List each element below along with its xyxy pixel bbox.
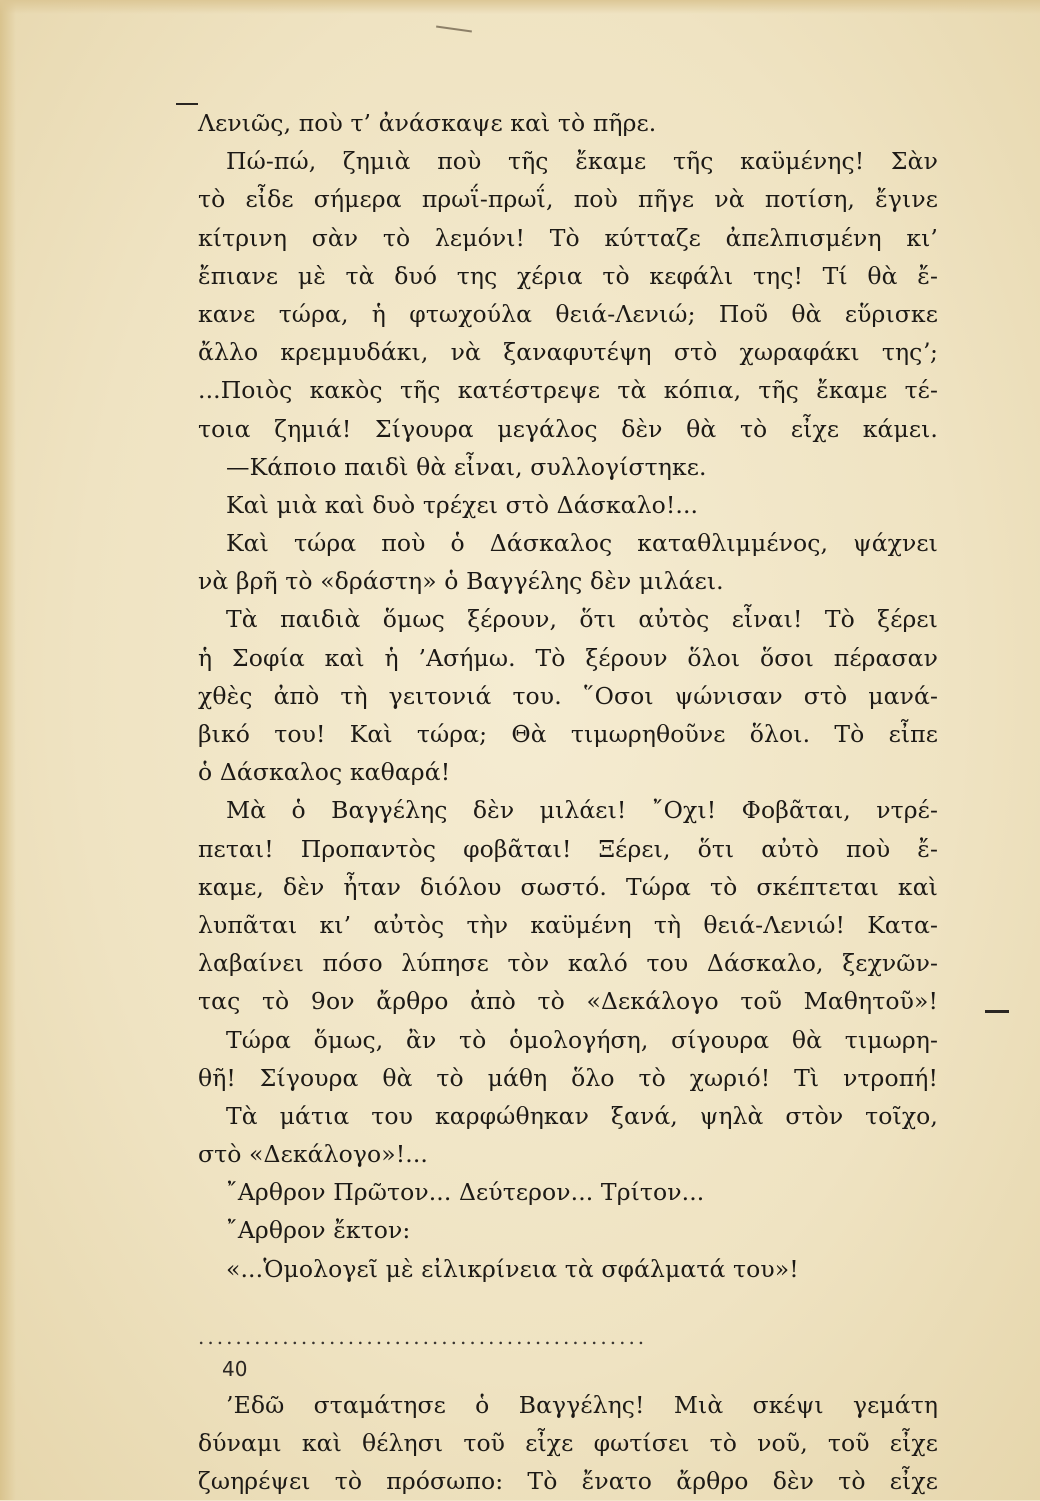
text-line: Τὰ μάτια του καρφώθηκαν ξανά, ψηλὰ στὸν τοῖχο, [226,1101,938,1130]
margin-dash [176,103,198,105]
text-line: στὸ «Δεκάλογο»!... [198,1140,429,1169]
text-line: ...Ποιὸς κακὸς τῆς κατέστρεψε τὰ κόπια, τῆς ἔκαμε τέ- [198,376,938,405]
text-line: Λενιῶς, ποὺ τ’ ἀνάσκαψε καὶ τὸ πῆρε. [198,109,657,137]
text-line: κίτρινη σὰν τὸ λεμόνι! Τὸ κύτταζε ἀπελπισμένη κι’ [198,223,938,252]
text-line: ἔπιανε μὲ τὰ δυό της χέρια τὸ κεφάλι της! Τί θὰ ἔ- [198,261,938,290]
page-edge-shadow [0,0,16,1500]
section-gap [198,1356,938,1386]
text-line: Καὶ μιὰ καὶ δυὸ τρέχει στὸ Δάσκαλο!... [226,490,699,519]
text-line: ζωηρέψει τὸ πρόσωπο: Τὸ ἔνατο ἄρθρο δὲν τὸ εἶχε [198,1467,938,1496]
text-line: ἡ Σοφία καὶ ἡ ’Ασήμω. Τὸ ξέρουν ὅλοι ὅσοι πέρασαν [198,643,938,672]
text-line: Μὰ ὁ Βαγγέλης δὲν μιλάει! ῎Οχι! Φοβᾶται, ντρέ- [226,796,938,825]
body-text [198,104,938,1501]
text-line: Τώρα ὅμως, ἂν τὸ ὁμολογήση, σίγουρα θὰ τιμωρη- [226,1025,938,1054]
text-line: ἄλλο κρεμμυδάκι, νὰ ξαναφυτέψη στὸ χωραφάκι τηςʼ; [198,338,938,367]
text-line: κανε τώρα, ἡ φτωχούλα θειά-Λενιώ; Ποῦ θὰ εὕρισκε [198,299,938,328]
text-line: βικό του! Καὶ τώρα; Θὰ τιμωρηθοῦνε ὅλοι. Τὸ εἶπε [198,720,938,748]
text-line: τας τὸ 9ον ἄρθρο ἀπὸ τὸ «Δεκάλογο τοῦ Μαθητοῦ»! [198,987,938,1016]
page-top-shadow [0,0,1040,14]
text-line: Καὶ τώρα ποὺ ὁ Δάσκαλος καταθλιμμένος, ψάχνει [226,529,938,558]
text-line: λυπᾶται κι’ αὐτὸς τὴν καϋμένη τὴ θειά-Λενιώ! Κατα- [198,910,938,939]
margin-dash [985,1010,1009,1013]
text-line: πεται! Προπαντὸς φοβᾶται! Ξέρει, ὅτι αὐτὸ ποὺ ἔ- [198,834,938,863]
dotted-separator: ................................................ [198,1324,648,1349]
text-line: ὁ Δάσκαλος καθαρά! [198,758,451,787]
text-line: θῆ! Σίγουρα θὰ τὸ μάθη ὅλο τὸ χωριό! Τὶ ντροπή! [198,1063,938,1092]
text-line: τὸ εἶδε σήμερα πρωΐ-πρωΐ, ποὺ πῆγε νὰ ποτίση, ἔγινε [198,185,938,214]
section-gap [198,1288,938,1318]
page-number: 40 [222,1357,248,1381]
text-line: «...Ὁμολογεῖ μὲ εἰλικρίνεια τὰ σφάλματά του»! [226,1254,799,1283]
text-line: νὰ βρῆ τὸ «δράστη» ὁ Βαγγέλης δὲν μιλάει. [198,567,724,596]
print-mark [436,26,472,33]
text-line: τοια ζημιά! Σίγουρα μεγάλος δὲν θὰ τὸ εἶχε κάμει. [198,414,938,443]
text-line: χθὲς ἀπὸ τὴ γειτονιά του. ῞Οσοι ψώνισαν στὸ μανά- [198,681,938,710]
text-line: δύναμι καὶ θέλησι τοῦ εἶχε φωτίσει τὸ νοῦ, τοῦ εἶχε [198,1429,938,1458]
text-line: λαβαίνει πόσο λύπησε τὸν καλό του Δάσκαλο, ξεχνῶν- [198,949,938,978]
text-line: Πώ-πώ, ζημιὰ ποὺ τῆς ἔκαμε τῆς καϋμένης! Σὰν [226,147,938,176]
text-line: —Κάποιο παιδὶ θὰ εἶναι, συλλογίστηκε. [226,452,707,481]
text-line: καμε, δὲν ἦταν διόλου σωστό. Τώρα τὸ σκέπτεται καὶ [198,872,938,901]
text-line: ῎Αρθρον ἔκτον: [226,1216,411,1245]
text-line: Τὰ παιδιὰ ὅμως ξέρουν, ὅτι αὐτὸς εἶναι! Τὸ ξέρει [226,605,938,634]
text-line: ῎Αρθρον Πρῶτον... Δεύτερον... Τρίτον... [226,1178,705,1207]
text-line: ’Εδῶ σταμάτησε ὁ Βαγγέλης! Μιὰ σκέψι γεμάτη [226,1391,938,1419]
